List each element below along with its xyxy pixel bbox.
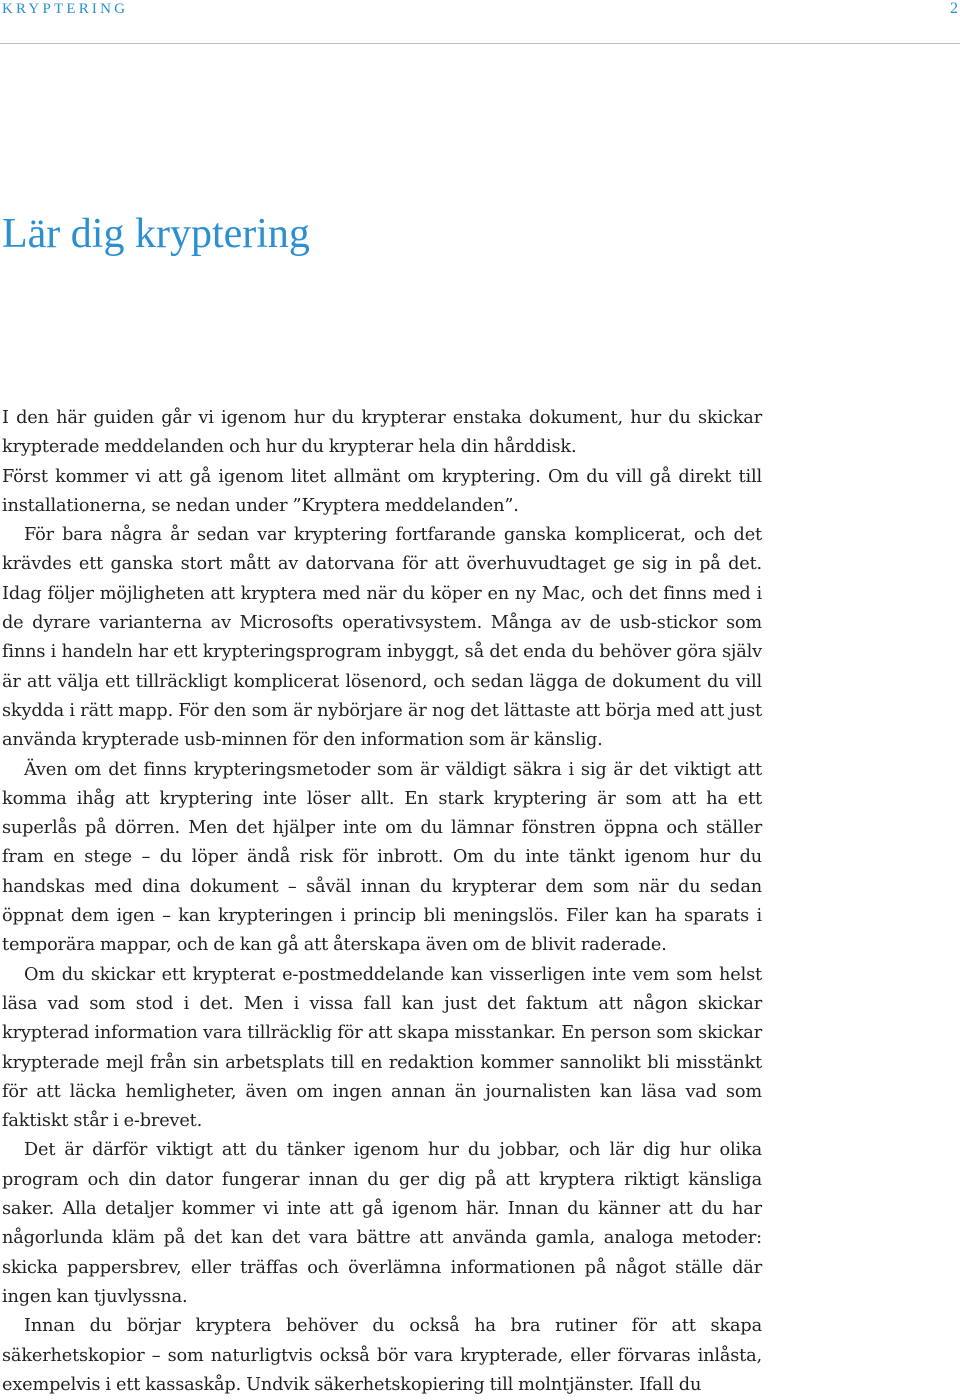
body-text [2, 404, 762, 1400]
paragraph: Det är därför viktigt att du tänker igenom hur du jobbar, och lär dig hur olika program och din dator fungerar innan du ger dig på att kryptera riktigt känsliga saker. Alla detaljer kommer vi inte att gå igenom här. Innan du känner att du har någorlunda kläm på det kan det vara bättre att använda gamla, analoga metoder: skicka pappersbrev, eller träffas och överlämna informationen på något ställe där ingen kan tjuvlyssna. [2, 1140, 762, 1307]
page-title: Lär dig kryptering [2, 211, 310, 257]
paragraph: Innan du börjar kryptera behöver du också ha bra rutiner för att skapa säkerhetskopior – som naturligtvis också bör vara krypterade, eller förvaras inlåsta, exempelvis i ett kassaskåp. Undvik säkerhetskopiering till molntjänster. Ifall du [2, 1316, 762, 1395]
paragraph: Även om det finns krypteringsmetoder som är väldigt säkra i sig är det viktigt att komma ihåg att kryptering inte löser allt. En stark kryptering är som att ha ett superlås på dörren. Men det hjälper inte om du lämnar fönstren öppna och ställer fram en stege – du löper ändå risk för inbrott. Om du inte tänkt igenom hur du handskas med dina dokument – såväl innan du krypterar dem som när du sedan öppnat dem igen – kan krypteringen i princip bli meningslös. Filer kan ha sparats i temporära mappar, och de kan gå att återskapa även om de blivit raderade. [2, 759, 762, 956]
section-title: KRYPTERING [2, 1, 129, 17]
paragraph: Först kommer vi att gå igenom litet allmänt om kryptering. Om du vill gå direkt till installationerna, se nedan under ”Kryptera meddelanden”. [2, 466, 762, 516]
header-divider [0, 43, 960, 44]
paragraph: Om du skickar ett krypterat e-postmeddelande kan visserligen inte vem som helst läsa vad som stod i det. Men i vissa fall kan just det faktum att någon skickar krypterad information vara tillräcklig för att skapa misstankar. En person som skickar krypterade mejl från sin arbetsplats till en redaktion kommer sannolikt bli misstänkt för att läcka hemligheter, även om ingen annan än journalisten kan läsa vad som faktiskt står i e-brevet. [2, 964, 762, 1132]
paragraph: I den här guiden går vi igenom hur du krypterar enstaka dokument, hur du skickar krypterade meddelanden och hur du krypterar hela din hårddisk. [2, 408, 762, 458]
running-header [2, 0, 958, 20]
page-number: 2 [950, 0, 958, 17]
paragraph: För bara några år sedan var kryptering fortfarande ganska komplicerat, och det krävdes ett ganska stort mått av datorvana för att överhuvudtaget ge sig in på det. Idag följer möjligheten att kryptera med när du köper en ny Mac, och det finns med i de dyrare varianterna av Microsofts operativsystem. Många av de usb-stickor som finns i handeln har ett krypteringsprogram inbyggt, så det enda du behöver göra själv är att välja ett tillräckligt komplicerat lösenord, och sedan lägga de dokument du vill skydda i rätt mapp. För den som är nybörjare är nog det lättaste att börja med att just använda krypterade usb-minnen för den information som är känslig. [2, 525, 762, 751]
